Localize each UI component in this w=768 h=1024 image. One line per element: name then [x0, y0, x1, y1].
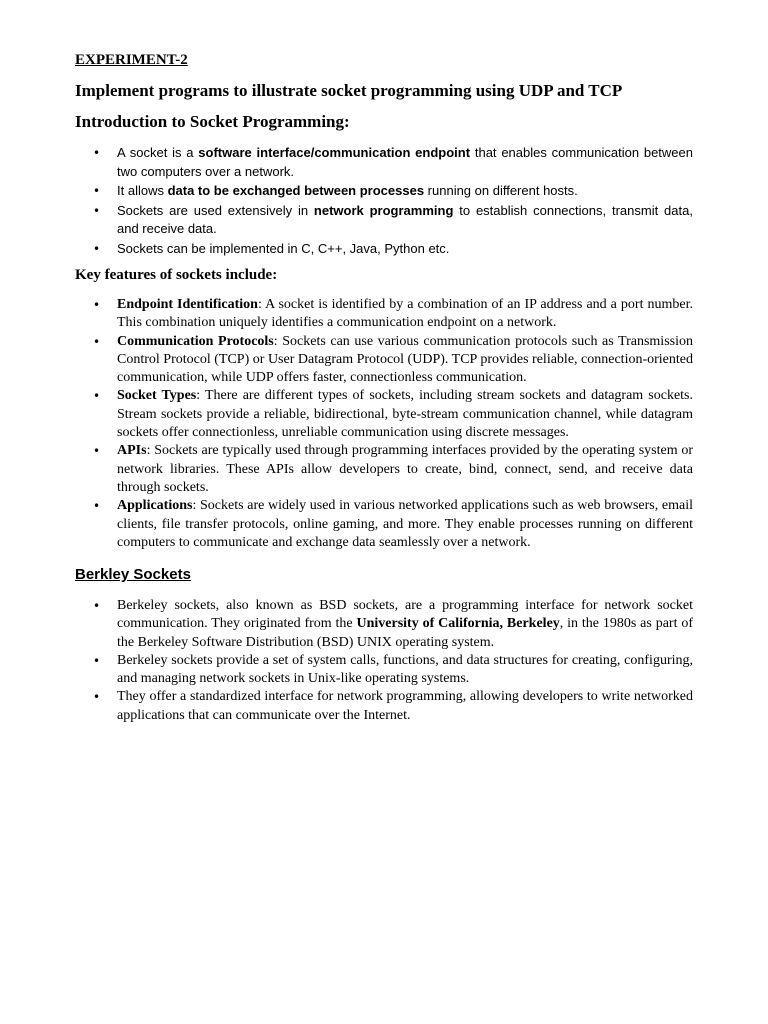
list-item: • Communication Protocols: Sockets can use various communication protocols such as Transmission Control Protocol (TCP) or User Datagram Protocol (UDP). TCP provides reliable, connection-oriented communication, while UDP offers faster, connectionless communication.: [93, 333, 693, 386]
list-item: • Applications: Sockets are widely used in various networked applications such as web browsers, email clients, file transfer protocols, online gaming, and more. They enable processes running on different computers to communicate and exchange data seamlessly over a network.: [93, 498, 693, 550]
bullet-icon: •: [93, 241, 101, 256]
bullet-icon: •: [93, 389, 101, 404]
bullet-icon: •: [93, 334, 101, 349]
list-item: • Sockets are used extensively in network programming to establish connections, transmit data, and receive data.: [93, 202, 693, 236]
berkley-list: [75, 597, 693, 725]
features-heading: Key features of sockets include:: [75, 267, 278, 283]
list-item: • They offer a standardized interface for network programming, allowing developers to write networked applications that can communicate over the Internet.: [93, 689, 693, 723]
bullet-icon: •: [93, 184, 101, 198]
list-item: • Sockets can be implemented in C, C++, Java, Python etc.: [75, 240, 693, 259]
main-title: Implement programs to illustrate socket programming using UDP and TCP: [75, 81, 623, 100]
list-item: • Berkeley sockets provide a set of system calls, functions, and data structures for creating, configuring, and managing network sockets in Unix-like operating systems.: [93, 652, 693, 687]
features-list: [75, 296, 693, 552]
bullet-icon: •: [93, 146, 101, 160]
bullet-icon: •: [93, 203, 101, 218]
list-item: • APIs: Sockets are typically used through programming interfaces provided by the operating system or network libraries. These APIs allow developers to create, bind, connect, send, and receive data through sockets.: [93, 443, 693, 495]
list-item: • Berkeley sockets, also known as BSD sockets, are a programming interface for network socket communication. They originated from the University of California, Berkeley, in the 1980s as part of the Berkeley Software Distribution (BSD) UNIX operating system.: [93, 598, 693, 650]
berkley-heading: Berkley Sockets: [75, 566, 191, 583]
intro-heading: Introduction to Socket Programming:: [75, 112, 350, 131]
intro-bullet-list: [75, 144, 693, 259]
bullet-icon: •: [93, 298, 101, 312]
experiment-label: EXPERIMENT-2: [75, 52, 188, 68]
bullet-icon: •: [93, 653, 101, 668]
list-item: • Endpoint Identification: A socket is identified by a combination of an IP address and a port number. This combination uniquely identifies a communication endpoint on a network.: [93, 297, 693, 331]
bullet-icon: •: [93, 690, 101, 705]
list-item: • It allows data to be exchanged between processes running on different hosts.: [75, 182, 693, 201]
list-item: • Socket Types: There are different types of sockets, including stream sockets and datagram sockets. Stream sockets provide a reliable, bidirectional, byte-stream communication channel, while datagram sockets offer connectionless, unreliable communication using discrete messages.: [93, 388, 693, 441]
bullet-icon: •: [93, 499, 101, 514]
list-item: • A socket is a software interface/communication endpoint that enables communication between two computers over a network.: [93, 145, 693, 179]
bullet-icon: •: [93, 599, 101, 613]
bullet-icon: •: [93, 444, 101, 459]
